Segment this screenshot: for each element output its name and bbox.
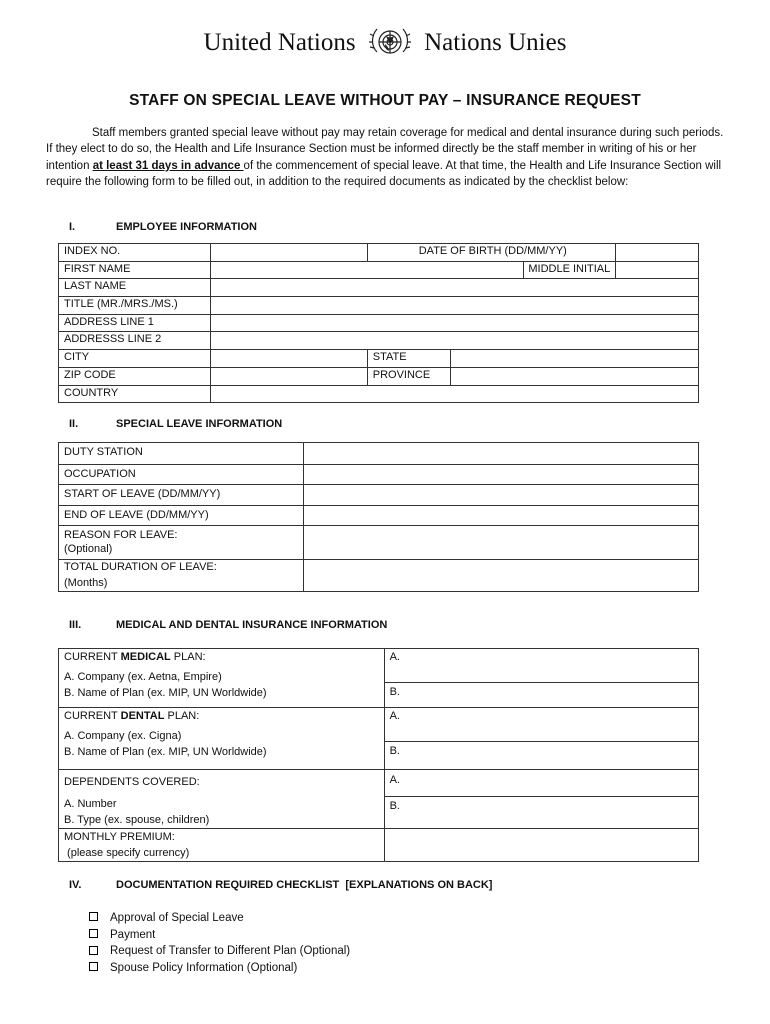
dental-a-marker: A. [389,710,400,722]
province-label: PROVINCE [367,367,450,385]
dependents-a-marker: A. [389,774,400,786]
table-row [59,485,699,506]
duration-field[interactable] [303,560,698,592]
section-3-title: MEDICAL AND DENTAL INSURANCE INFORMATION [116,619,388,631]
start-leave-label: START OF LEAVE (DD/MM/YY) [59,485,304,506]
medical-suffix: PLAN: [170,651,206,663]
table-row [59,649,699,683]
table-row [59,828,699,861]
index-field[interactable] [210,244,367,262]
table-row [59,526,699,560]
checklist-item [89,960,350,977]
zip-field[interactable] [210,367,367,385]
medical-a-marker: A. [389,651,400,663]
end-leave-field[interactable] [303,506,698,526]
table-row [59,314,699,332]
dental-b-marker: B. [389,745,400,757]
dob-label: DATE OF BIRTH (DD/MM/YY) [367,244,616,262]
dental-prefix: CURRENT [64,710,121,722]
medical-b-field[interactable] [384,683,698,708]
section-2-heading [69,418,282,430]
dental-a-label: A. Company (ex. Cigna) [64,729,182,742]
duty-station-label: DUTY STATION [59,443,304,465]
dependents-a-field[interactable] [384,770,698,797]
last-name-field[interactable] [210,279,698,297]
table-row [59,279,699,297]
reason-field[interactable] [303,526,698,560]
title-label: TITLE (MR./MRS./MS.) [59,297,211,315]
table-row [59,244,699,262]
middle-initial-label: MIDDLE INITIAL [524,261,616,279]
medical-a-field[interactable] [384,649,698,683]
dob-field[interactable] [616,244,699,262]
address-2-label: ADDRESSS LINE 2 [59,332,211,350]
country-field[interactable] [210,385,698,403]
reason-text: REASON FOR LEAVE: [64,529,178,541]
dental-plan-label [59,708,385,770]
checklist-label: Spouse Policy Information (Optional) [110,961,298,974]
intro-paragraph [46,125,726,191]
duty-station-field[interactable] [303,443,698,465]
checkbox[interactable] [89,962,98,971]
checklist-label: Payment [110,928,156,941]
table-row [59,770,699,797]
province-field[interactable] [450,367,698,385]
city-label: CITY [59,350,211,368]
checklist-item [89,910,350,927]
country-label: COUNTRY [59,385,211,403]
duration-text: TOTAL DURATION OF LEAVE: [64,561,217,573]
middle-initial-field[interactable] [616,261,699,279]
table-row [59,367,699,385]
section-1-heading [69,221,257,233]
occupation-label: OCCUPATION [59,465,304,485]
dental-suffix: PLAN: [164,710,200,722]
table-row [59,261,699,279]
employee-info-table [58,243,699,403]
table-row [59,297,699,315]
documentation-checklist [89,910,350,976]
checklist-item [89,927,350,944]
table-row [59,560,699,592]
title-field[interactable] [210,297,698,315]
table-row [59,385,699,403]
premium-note: (please specify currency) [64,847,190,859]
section-4-heading [69,879,492,891]
table-row [59,350,699,368]
last-name-label: LAST NAME [59,279,211,297]
medical-b-marker: B. [389,686,400,698]
table-row [59,708,699,742]
end-leave-label: END OF LEAVE (DD/MM/YY) [59,506,304,526]
section-1-number: I. [69,221,76,233]
section-3-number: III. [69,619,82,631]
address-1-field[interactable] [210,314,698,332]
table-row [59,332,699,350]
dependents-label [59,770,385,829]
intro-text-2: of the commencement of special leave. At that time, the Health and Life Insurance Section will require the following form to be filled out, in addition to the required documents as indicated by the checklist below: [46,159,722,189]
dental-a-field[interactable] [384,708,698,742]
dental-b-label: B. Name of Plan (ex. MIP, UN Worldwide) [64,746,267,758]
medical-a-label: A. Company (ex. Aetna, Empire) [64,670,222,683]
city-field[interactable] [210,350,367,368]
medical-plan-label [59,649,385,708]
dental-bold: DENTAL [120,710,165,722]
dependents-b-label: B. Type (ex. spouse, children) [64,814,210,826]
duration-note: (Months) [64,576,108,589]
duration-label [59,560,304,592]
checklist-label: Approval of Special Leave [110,912,244,924]
premium-field[interactable] [384,828,698,861]
checkbox[interactable] [89,912,98,921]
medical-b-label: B. Name of Plan (ex. MIP, UN Worldwide) [64,687,267,699]
intro-text-1: Staff members granted special leave without pay may retain coverage for medical and dental insurance during such periods. If they elect to do so, the Health and Life Insurance Section must be informed directly be the staff member in writing of his or her intention [46,127,724,172]
section-4-number: IV. [69,879,82,891]
table-row [59,465,699,485]
occupation-field[interactable] [303,465,698,485]
page-title: STAFF ON SPECIAL LEAVE WITHOUT PAY – INSURANCE REQUEST [129,92,641,109]
checkbox[interactable] [89,929,98,938]
address-2-field[interactable] [210,332,698,350]
dental-b-field[interactable] [384,742,698,770]
section-3-heading [69,619,387,631]
table-row [59,443,699,465]
page-header [0,22,770,64]
premium-title: MONTHLY PREMIUM: [64,830,175,843]
header-french: Nations Unies [424,29,567,56]
medical-bold: MEDICAL [120,651,171,663]
reason-label [59,526,304,560]
section-1-title: EMPLOYEE INFORMATION [116,221,257,233]
checklist-item [89,943,350,960]
section-4-title: DOCUMENTATION REQUIRED CHECKLIST [EXPLANATIONS ON BACK] [116,879,493,891]
header-english: United Nations [203,29,356,56]
checkbox[interactable] [89,946,98,955]
premium-label [59,828,385,861]
first-name-label: FIRST NAME [59,261,211,279]
dependents-title: DEPENDENTS COVERED: [64,776,200,788]
state-label: STATE [367,350,450,368]
section-2-number: II. [69,418,79,430]
start-leave-field[interactable] [303,485,698,506]
zip-label: ZIP CODE [59,367,211,385]
state-field[interactable] [450,350,698,368]
leave-info-table [58,442,699,592]
dependents-b-field[interactable] [384,797,698,828]
dependents-b-marker: B. [389,800,400,813]
section-2-title: SPECIAL LEAVE INFORMATION [116,418,283,430]
table-row [59,506,699,526]
address-1-label: ADDRESS LINE 1 [59,314,211,332]
dependents-a-label: A. Number [64,797,117,810]
un-emblem-icon [365,22,415,64]
intro-emphasis: at least 31 days in advance [92,159,244,172]
index-label: INDEX NO. [59,244,211,262]
reason-note: (Optional) [64,542,113,555]
insurance-info-table [58,648,699,862]
checklist-label: Request of Transfer to Different Plan (Optional) [110,945,351,958]
first-name-field[interactable] [210,261,524,279]
medical-prefix: CURRENT [64,651,121,663]
